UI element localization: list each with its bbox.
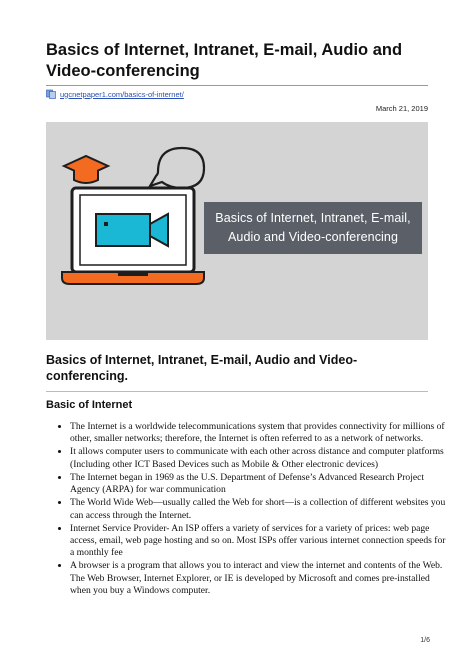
list-item: • A browser is a program that allows you to interact and view the internet and contents of the Web. The Web Browser, Internet Explorer, or IE is developed by Microsoft and comes pre-installed when you buy a Windows computer. <box>70 560 448 597</box>
link-icon <box>46 89 56 99</box>
source-url[interactable]: ugcnetpaper1.com/basics-of-internet/ <box>60 89 184 99</box>
list-item: • The World Wide Web—usually called the Web for short—is a collection of different websites you can access through the Internet. <box>70 497 448 522</box>
hero-banner: Basics of Internet, Intranet, E-mail, Audio and Video-conferencing <box>204 202 422 254</box>
publish-date: March 21, 2019 <box>375 104 428 113</box>
section-divider <box>46 391 428 392</box>
bullet-list <box>54 421 448 598</box>
speech-bubble-icon <box>150 148 204 188</box>
list-item: • The Internet began in 1969 as the U.S. Department of Defense’s Advanced Research Project Agency (ARPA) for war communication <box>70 472 448 497</box>
list-item: • Internet Service Provider- An ISP offers a variety of services for a variety of prices: web page access, email, web page hosting and so on. Most ISPs offer various internet connection speeds for a monthly fee <box>70 523 448 560</box>
list-item: • It allows computer users to communicate with each other across distance and computer platforms (Including other ICT Based Devices such as Mobile & Other electronic devices) <box>70 446 448 471</box>
page-number: 1/6 <box>420 637 430 644</box>
article-subheading: Basic of Internet <box>46 399 133 411</box>
source-link-row[interactable] <box>46 89 184 99</box>
title-divider <box>46 85 428 86</box>
page-title: Basics of Internet, Intranet, E-mail, Audio and Video-conferencing <box>46 41 403 80</box>
list-item: • The Internet is a worldwide telecommunications system that provides connectivity for millions of other, smaller networks; therefore, the Internet is often referred to as a network of networks. <box>70 421 448 446</box>
hero-image <box>46 122 428 340</box>
graduation-cap-icon <box>64 156 108 183</box>
article-heading: Basics of Internet, Intranet, E-mail, Audio and Video-conferencing. <box>46 353 358 383</box>
